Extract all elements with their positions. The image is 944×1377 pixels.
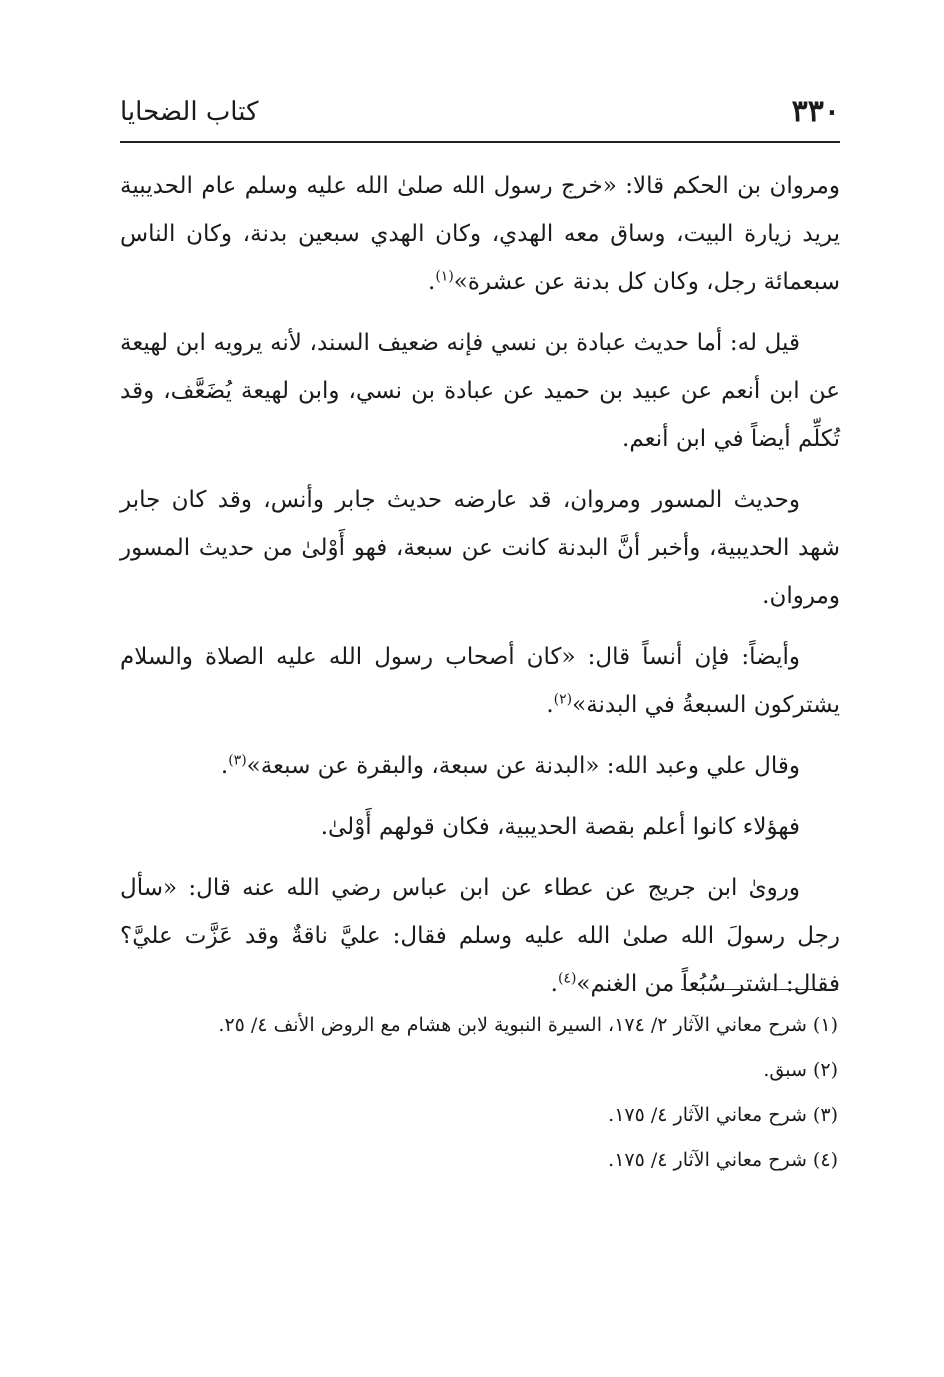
footnote-mark-1: (١)	[435, 268, 454, 285]
footnotes	[120, 1004, 838, 1184]
footnote-4: (٤) شرح معاني الآثار ٤/ ١٧٥.	[608, 1149, 838, 1171]
paragraph-6: فهؤلاء كانوا أعلم بقصة الحديبية، فكان قولهم أَوْلىٰ.	[320, 814, 800, 840]
paragraph-7: ورویٰ ابن جريج عن عطاء عن ابن عباس رضي الله عنه قال: «سأل رجل رسولَ الله صلىٰ الله عليه وسلم فقال: عليَّ ناقةٌ وقد عَزَّت عليَّ؟ فقال: اشتر سُبُعاً من الغنم»$^{(٤)}$.	[120, 875, 840, 997]
page-number: ٣٣٠	[791, 94, 840, 129]
footnote-1: (١) شرح معاني الآثار ٢/ ١٧٤، السيرة النبوية لابن هشام مع الروض الأنف ٤/ ٢٥.	[218, 1014, 838, 1036]
paragraph-5: وقال علي وعبد الله: «البدنة عن سبعة، والبقرة عن سبعة»$^{(٣)}$.	[220, 752, 800, 779]
header-divider	[120, 141, 840, 143]
paragraph-1: ومروان بن الحكم قالا: «خرج رسول الله صلىٰ الله عليه وسلم عام الحديبية يريد زيارة البيت، وساق معه الهدي، وكان الهدي سبعين بدنة، وكان الناس سبعمائة رجل، وكان كل بدنة عن عشرة»$^{(١)}$.	[120, 173, 840, 295]
page-header	[120, 92, 840, 132]
running-title: كتاب الضحايا	[120, 97, 259, 127]
paragraph-4: وأيضاً: فإن أنساً قال: «كان أصحاب رسول الله عليه الصلاة والسلام يشتركون السبعةُ في البدنة»$^{(٢)}$.	[120, 644, 840, 718]
footnote-mark-4: (٤)	[557, 970, 577, 987]
paragraph-3: وحديث المسور ومروان، قد عارضه حديث جابر وأنس، وقد كان جابر شهد الحديبية، وأخبر أنَّ البدنة كانت عن سبعة، فهو أَوْلىٰ من حديث المسور ومروان.	[120, 487, 840, 609]
paragraph-2: قيل له: أما حديث عبادة بن نسي فإنه ضعيف السند، لأنه يرويه ابن لهيعة عن ابن أنعم عن عبيد بن حميد عن عبادة بن نسي، وابن لهيعة يُضَعَّف، وقد تُكلِّم أيضاً في ابن أنعم.	[120, 330, 840, 452]
footnote-mark-2: (٢)	[553, 691, 573, 708]
footnote-2: (٢) سبق.	[763, 1059, 838, 1081]
footnote-mark-3: (٣)	[228, 752, 247, 769]
main-text	[120, 162, 840, 1021]
footnote-divider	[681, 989, 838, 990]
footnote-3: (٣) شرح معاني الآثار ٤/ ١٧٥.	[608, 1104, 838, 1126]
